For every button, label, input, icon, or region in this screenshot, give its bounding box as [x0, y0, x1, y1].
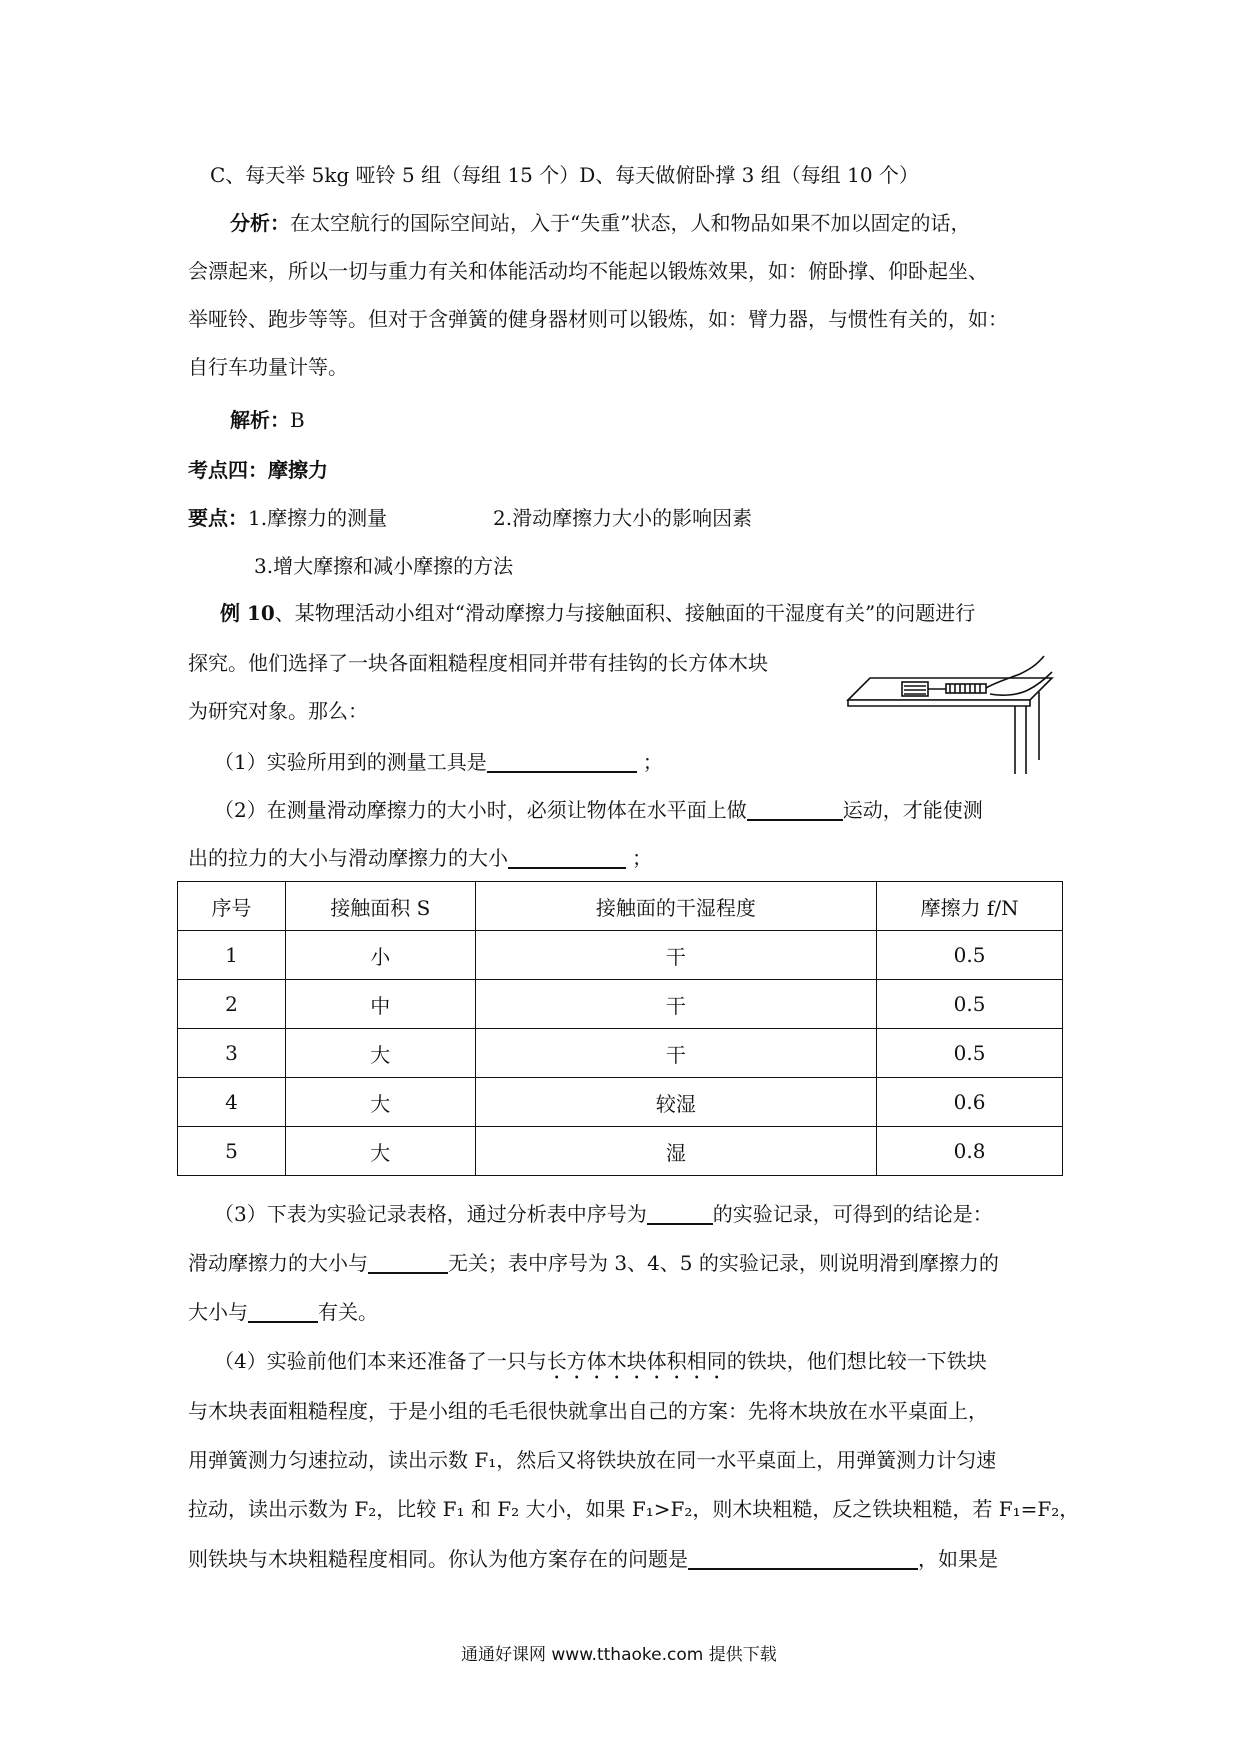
table-row: [178, 1029, 1063, 1078]
answer-blank-5[interactable]: [368, 1250, 448, 1274]
cell-index: 4: [178, 1078, 286, 1127]
table-row: [178, 931, 1063, 980]
cell-wetness: 干: [475, 1029, 877, 1078]
question-2-text-3: 出的拉力的大小与滑动摩擦力的大小: [188, 846, 508, 870]
question-2-end: ；: [632, 846, 652, 870]
question-3-text-2: 的实验记录，可得到的结论是：: [712, 1202, 993, 1226]
answer-blank-3[interactable]: [508, 845, 626, 869]
answer-blank-6[interactable]: [248, 1299, 318, 1323]
question-1: [214, 747, 663, 777]
question-1-text: （1）实验所用到的测量工具是: [214, 750, 487, 774]
question-2-text-2: 运动，才能使测: [842, 798, 983, 822]
cell-wetness: 干: [475, 931, 877, 980]
cell-index: 3: [178, 1029, 286, 1078]
analysis-line-4: 自行车功量计等。: [188, 355, 348, 379]
analysis-line-1: [230, 208, 970, 238]
header-area: 接触面积 S: [285, 882, 475, 931]
cell-area: 大: [285, 1127, 475, 1176]
experiment-record-table: [177, 881, 1063, 1176]
cell-index: 2: [178, 980, 286, 1029]
cell-friction: 0.8: [877, 1127, 1063, 1176]
table-row: [178, 1127, 1063, 1176]
solution: [230, 405, 305, 435]
cell-friction: 0.5: [877, 931, 1063, 980]
cell-index: 1: [178, 931, 286, 980]
answer-blank-2[interactable]: [747, 797, 843, 821]
cell-area: 大: [285, 1078, 475, 1127]
cell-area: 大: [285, 1029, 475, 1078]
question-2-text-1: （2）在测量滑动摩擦力的大小时，必须让物体在水平面上做: [214, 798, 747, 822]
experiment-illustration: [840, 652, 1060, 782]
answer-blank-1[interactable]: [487, 749, 637, 773]
keypoint-3: 3.增大摩擦和减小摩擦的方法: [254, 554, 514, 578]
example-line-3: 为研究对象。那么：: [188, 699, 368, 723]
question-4-line-2: 与木块表面粗糙程度，于是小组的毛毛很快就拿出自己的方案：先将木块放在水平桌面上，: [188, 1399, 988, 1423]
question-2-line-1: [214, 795, 983, 825]
question-3-line-1: [214, 1199, 993, 1229]
options-cd: C、每天举 5kg 哑铃 5 组（每组 15 个）D、每天做俯卧撑 3 组（每组 10 个）: [210, 163, 919, 187]
header-wetness: 接触面的干湿程度: [475, 882, 877, 931]
example-line-1: [220, 598, 975, 628]
analysis-line-2: 会漂起来，所以一切与重力有关和体能活动均不能起以锻炼效果，如：俯卧撑、仰卧起坐、: [188, 259, 988, 283]
table-edge: [848, 700, 1030, 706]
table-header-row: [178, 882, 1063, 931]
cell-index: 5: [178, 1127, 286, 1176]
solution-label: 解析：: [230, 408, 290, 432]
question-4-line-1: [214, 1346, 987, 1384]
keypoint-2: 2.滑动摩擦力大小的影响因素: [493, 506, 753, 530]
keypoints-line-1: [188, 503, 387, 533]
cell-wetness: 干: [475, 980, 877, 1029]
question-3-text-6: 有关。: [318, 1300, 378, 1324]
cell-area: 小: [285, 931, 475, 980]
question-4-line-4: 拉动，读出示数为 F₂，比较 F₁ 和 F₂ 大小，如果 F₁>F₂，则木块粗糙，反之铁块粗糙，若 F₁=F₂，: [188, 1497, 1080, 1521]
question-4-text-1a: （4）实验前他们本来还准备了一只与: [214, 1349, 547, 1373]
analysis-text-1: 在太空航行的国际空间站，入于“失重”状态，人和物品如果不加以固定的话，: [290, 211, 971, 235]
example-line-2: 探究。他们选择了一块各面粗糙程度相同并带有挂钩的长方体木块: [188, 651, 768, 675]
question-3-text-1: （3）下表为实验记录表格，通过分析表中序号为: [214, 1202, 647, 1226]
example-label: 例 10: [220, 601, 275, 625]
table-row: [178, 1078, 1063, 1127]
cell-area: 中: [285, 980, 475, 1029]
question-3-text-3: 滑动摩擦力的大小与: [188, 1251, 368, 1275]
question-4-line-5: [188, 1544, 998, 1574]
keypoint-1: 1.摩擦力的测量: [248, 506, 388, 530]
question-3-text-4: 无关；表中序号为 3、4、5 的实验记录，则说明滑到摩擦力的: [448, 1251, 999, 1275]
question-4-text-5b: ，如果是: [918, 1547, 998, 1571]
keypoints-label: 要点：: [188, 506, 248, 530]
question-4-line-3: 用弹簧测力匀速拉动，读出示数 F₁，然后又将铁块放在同一水平桌面上，用弹簧测力计匀速: [188, 1448, 997, 1472]
solution-value: B: [290, 408, 305, 432]
question-4-text-5a: 则铁块与木块粗糙程度相同。你认为他方案存在的问题是: [188, 1547, 688, 1571]
question-1-end: ；: [642, 750, 663, 774]
question-2-line-2: [188, 843, 652, 873]
question-4-emphasis: 长方体木块体积相同: [546, 1349, 727, 1373]
header-index: 序号: [178, 882, 286, 931]
section-title: 考点四：摩擦力: [188, 458, 328, 482]
cell-friction: 0.5: [877, 980, 1063, 1029]
cell-friction: 0.5: [877, 1029, 1063, 1078]
answer-blank-7[interactable]: [688, 1546, 918, 1570]
question-4-text-1c: 的铁块，他们想比较一下铁块: [726, 1349, 987, 1373]
analysis-label: 分析：: [230, 211, 290, 235]
example-text-1: 、某物理活动小组对“滑动摩擦力与接触面积、接触面的干湿度有关”的问题进行: [274, 601, 976, 625]
table-row: [178, 980, 1063, 1029]
question-3-line-3: [188, 1297, 378, 1327]
page-footer: 通通好课网 www.tthaoke.com 提供下载: [461, 1645, 777, 1665]
question-3-line-2: [188, 1248, 999, 1278]
analysis-line-3: 举哑铃、跑步等等。但对于含弹簧的健身器材则可以锻炼，如：臂力器，与惯性有关的，如：: [188, 307, 1008, 331]
cell-friction: 0.6: [877, 1078, 1063, 1127]
header-friction: 摩擦力 f/N: [877, 882, 1063, 931]
question-3-text-5: 大小与: [188, 1300, 248, 1324]
answer-blank-4[interactable]: [647, 1201, 713, 1225]
cell-wetness: 湿: [475, 1127, 877, 1176]
cell-wetness: 较湿: [475, 1078, 877, 1127]
